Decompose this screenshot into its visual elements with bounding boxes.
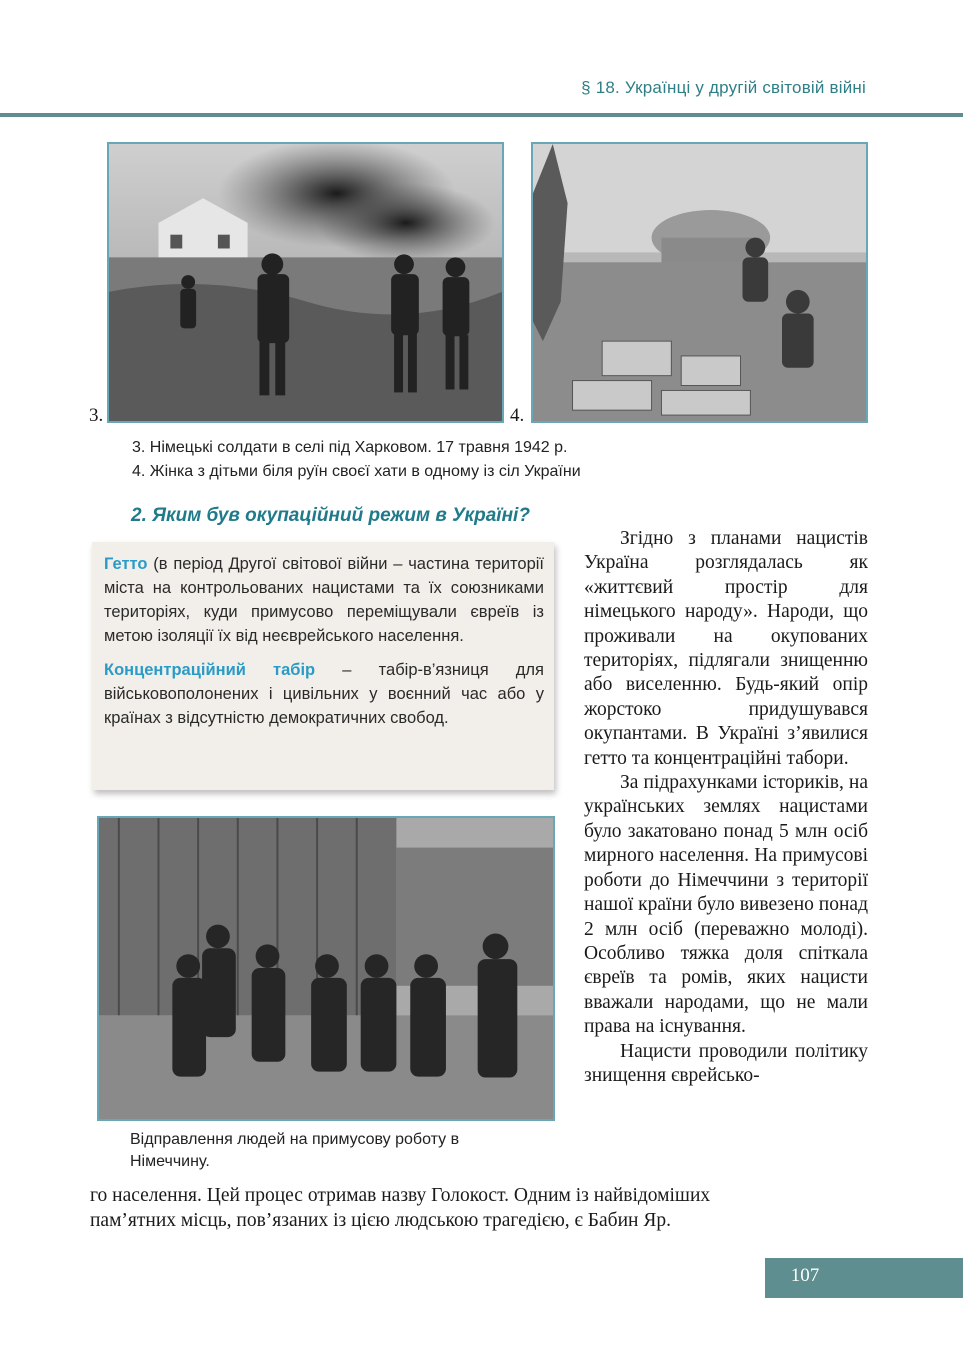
running-header: § 18. Українці у другій світовій війні: [581, 78, 866, 97]
body-paragraph: Згідно з планами нацистів Україна розглядалась як «життєвий простір для німецького народу». Народи, що проживали на окупованих територіях, підлягали знищенню або виселенню. Будь-який опір жорстоко придушувався окупантами. В Україні з’явилися гетто та концентраційні табори.: [584, 528, 868, 769]
body-continuation-line: го населення. Цей процес отримав назву Голокост. Одним із найвідоміших: [90, 1185, 711, 1206]
body-text-column: [584, 527, 868, 1088]
page-number: 107: [790, 1265, 820, 1286]
glossary-box: [92, 542, 554, 790]
soldiers-photo: [107, 142, 504, 423]
photo-3-number: 3.: [89, 405, 104, 426]
glossary-definition: – табір-в’язниця для військовополонених і цивільних у воєнний час або у країнах з відсутністю демократичних свобод.: [104, 661, 544, 727]
glossary-entry-camp: [104, 658, 544, 730]
section-question: 2. Яким був окупаційний режим в Україні?: [131, 505, 530, 526]
glossary-entry-ghetto: [104, 552, 544, 648]
page-number-box: [765, 1258, 963, 1298]
ruins-photo: [531, 142, 868, 423]
glossary-definition: (в період Другої світової війни – частина території міста на контрольованих нацистами та їх союзниками територіях, куди примусово переміщували євреїв із метою ізоляції їх від неєврейського населення.: [104, 555, 544, 645]
body-continuation-line: пам’ятних місць, пов’язаних із цією людською трагедією, є Бабин Яр.: [90, 1210, 671, 1231]
deportation-photo: [97, 816, 555, 1121]
photo-4-number: 4.: [510, 405, 525, 426]
photo-4-caption: 4. Жінка з дітьми біля руїн своєї хати в одному із сіл України: [132, 463, 581, 480]
deportation-photo-caption: Відправлення людей на примусову роботу в Німеччину.: [130, 1131, 460, 1170]
body-paragraph: За підрахунками істориків, на українських землях нацистами було закатовано понад 5 млн осіб мирного населення. На примусові роботи до Німеччини з території нашої країни було вивезено понад 2 млн осіб (переважно молоді). Особливо тяжка доля спіткала євреїв та ромів, яких нацисти вважали народами, що не мали права на існування.: [584, 772, 868, 1038]
body-paragraph: Нацисти проводили політику знищення єврейсько-: [584, 1040, 868, 1086]
glossary-term: Концентраційний табір: [104, 661, 316, 679]
glossary-term: Гетто: [104, 555, 148, 573]
header-rule: [0, 113, 963, 117]
photo-3-caption: 3. Німецькі солдати в селі під Харковом. 17 травня 1942 р.: [132, 439, 568, 456]
